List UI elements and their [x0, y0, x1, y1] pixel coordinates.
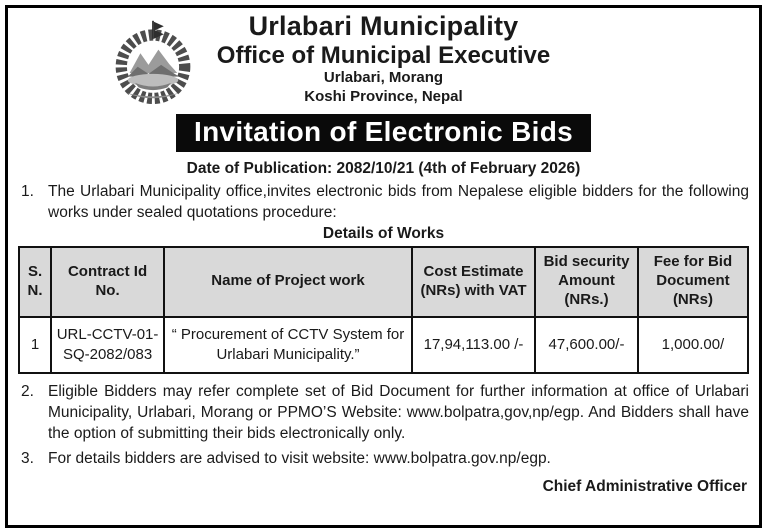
col-header-cost-estimate: Cost Estimate (NRs) with VAT — [412, 247, 535, 317]
document-header — [18, 12, 749, 107]
cell-project-name: “ Procurement of CCTV System for Urlabari Municipality.” — [164, 317, 412, 373]
cell-cost-estimate: 17,94,113.00 /- — [412, 317, 535, 373]
table-header-row — [19, 247, 748, 317]
details-of-works-table — [18, 246, 749, 374]
publication-date: Date of Publication: 2082/10/21 (4th of February 2026) — [186, 159, 581, 177]
cell-sn: 1 — [19, 317, 51, 373]
item-text: For details bidders are advised to visit website: www.bolpatra.gov.np/egp. — [48, 449, 551, 467]
item-text: Eligible Bidders may refer complete set of Bid Document for further information at office of Urlabari Municipality, Urlabari, Morang or PPMO’S Website: www.bolpatra,gov,np/egp. And Bidders shall have the option of submitting their bids electronically only. — [48, 382, 749, 443]
item-number: 3. — [21, 449, 34, 467]
notice-banner-title: Invitation of Electronic Bids — [176, 114, 591, 152]
cell-contract-id: URL-CCTV-01- SQ-2082/083 — [51, 317, 164, 373]
banner-row — [18, 114, 749, 152]
document-content — [18, 12, 749, 522]
address-line-2: Koshi Province, Nepal — [304, 88, 463, 106]
table-row — [19, 317, 748, 373]
col-header-contract-id: Contract Id No. — [51, 247, 164, 317]
address-line-1: Urlabari, Morang — [323, 69, 444, 87]
notice-item-3 — [18, 448, 749, 469]
notice-item-2 — [18, 381, 749, 445]
col-header-project-name: Name of Project work — [164, 247, 412, 317]
col-header-bid-security: Bid security Amount (NRs.) — [535, 247, 638, 317]
col-header-bid-fee: Fee for Bid Document (NRs) — [638, 247, 748, 317]
works-table-title: Details of Works — [322, 224, 445, 242]
office-subtitle: Office of Municipal Executive — [216, 41, 551, 69]
cell-bid-security: 47,600.00/- — [535, 317, 638, 373]
signature-line: Chief Administrative Officer — [542, 478, 747, 496]
item-number: 1. — [21, 182, 34, 200]
nepal-emblem-icon — [108, 16, 198, 112]
cell-bid-fee: 1,000.00/ — [638, 317, 748, 373]
item-text: The Urlabari Municipality office,invites electronic bids from Nepalese eligible bidders for the following works under sealed quotations procedure: — [48, 182, 749, 222]
notice-item-1 — [18, 181, 749, 224]
col-header-sn: S. N. — [19, 247, 51, 317]
item-number: 2. — [21, 382, 34, 400]
municipality-title: Urlabari Municipality — [248, 11, 519, 41]
